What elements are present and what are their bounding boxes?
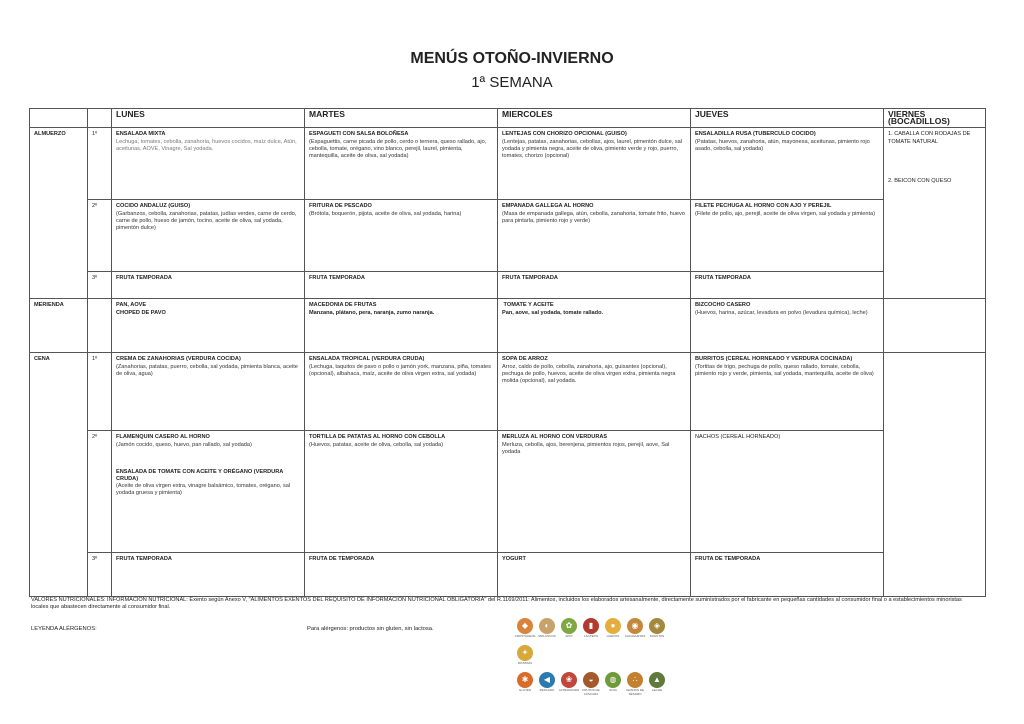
menu-cell [305, 299, 498, 353]
dish-description: (Huevos, harina, azúcar, levadura en polvo (levadura química), leche) [695, 309, 868, 316]
menu-table [29, 108, 986, 597]
dish-description: (Masa de empanada gallega, atún, cebolla, zanahoria, tomate frito, huevo para pintarla, pimiento rojo y verde) [502, 210, 685, 224]
list-item: 2. BEICON CON QUESO [888, 177, 952, 184]
dish-description: Manzana, plátano, pera, naranja, zumo naranja. [309, 309, 435, 316]
dish-description: (Aceite de oliva virgen extra, vinagre balsámico, tomates, orégano, sal yodada gruesa y pimienta) [116, 483, 291, 497]
list-item: 1. CABALLA CON RODAJAS DE TOMATE NATURAL [888, 131, 971, 145]
dish-description: Merluza, cebolla, ajos, berenjena, pimientos rojos, perejil, aove, Sal yodada [502, 441, 670, 455]
dish-name: FILETE PECHUGA AL HORNO CON AJO Y PEREJIL [695, 203, 832, 210]
gluten-icon: ✱ [517, 672, 533, 688]
menu-cell [691, 299, 884, 353]
allergen-note: Para alérgenos: productos sin gluten, sin lactosa. [307, 626, 434, 632]
mustard-icon: ✦ [517, 645, 533, 661]
nuts-icon: ◒ [583, 672, 599, 688]
dish-description: (Zanahorias, patatas, puerro, cebolla, sal yodada, pimienta blanca, aceite de oliva, agua) [116, 363, 298, 377]
allergen-label: PESCADO [539, 688, 555, 692]
table-row [30, 353, 986, 431]
dish-name: ENSALADA TROPICAL (VERDURA CRUDA) [309, 356, 425, 363]
lupin-icon: ❀ [561, 672, 577, 688]
table-row [30, 553, 986, 597]
meal-label-cena: CENA [30, 353, 88, 597]
dish-name: CHOPED DE PAVO [116, 309, 166, 316]
dish-description: (Espaguettis, carne picada de pollo, cerdo o ternera, queso rallado, ajo, cebolla, tomate, orégano, vino blanco, perejil, laurel, pimienta, mantequilla, aceite de oliva, sal yodada) [309, 138, 487, 160]
dish-description: (Tortitas de trigo, pechuga de pollo, queso rallado, tomate, cebolla, pimiento rojo y verde, pimienta, sal yodada, mantequilla, aceite de oliva) [695, 363, 874, 377]
menu-cell [112, 299, 305, 353]
dish-description: (Lechuga, taquitos de pavo o pollo o jamón york, manzana, piña, tomates (opcional), albahaca, maíz, aceite de oliva virgen extra, sal yodada) [309, 363, 491, 377]
allergen-label: GLUTEN [518, 688, 532, 692]
course-label: 3º [88, 553, 112, 597]
allergen-item [558, 672, 580, 696]
allergen-item [602, 618, 624, 642]
dish-name: ENSALADA DE TOMATE CON ACEITE Y ORÉGANO (VERDURA CRUDA) [116, 468, 284, 483]
allergen-label: CACAHUETES [624, 634, 646, 638]
allergen-label: FRUTOS DE CÁSCARA [582, 688, 600, 696]
allergen-item [514, 672, 536, 696]
menu-cell [498, 431, 691, 553]
allergen-label: SOJA [609, 688, 617, 692]
menu-cell: FRUTA DE TEMPORADA [691, 553, 884, 597]
dairy-icon: ▮ [583, 618, 599, 634]
sulphite-icon: ◈ [649, 618, 665, 634]
allergen-icons [514, 618, 684, 699]
day-header-miercoles: MIERCOLES [498, 109, 691, 128]
menu-cell [305, 200, 498, 272]
dish-name: EMPANADA GALLEGA AL HORNO [502, 203, 594, 210]
table-row [30, 272, 986, 299]
allergen-item [536, 618, 558, 642]
dish-name: NACHOS (CEREAL HORNEADO) [695, 434, 781, 441]
allergen-item [624, 672, 646, 696]
allergen-item [580, 618, 602, 642]
dish-name: MACEDONIA DE FRUTAS [309, 302, 377, 309]
dish-name: FLAMENQUIN CASERO AL HORNO [116, 434, 210, 441]
course-label: 1º [88, 353, 112, 431]
dish-description: (Filete de pollo, ajo, perejil, aceite de oliva virgen, sal yodada y pimienta) [695, 210, 876, 217]
table-row [30, 128, 986, 200]
menu-cell: FRUTA TEMPORADA [691, 272, 884, 299]
menu-cell [305, 128, 498, 200]
dish-name: TOMATE Y ACEITE [502, 302, 554, 309]
soy-icon: ◍ [605, 672, 621, 688]
menu-cell [498, 353, 691, 431]
allergen-legend-label: LEYENDA ALÉRGENOS: [31, 626, 97, 632]
menu-cell: FRUTA TEMPORADA [305, 272, 498, 299]
dish-name: LENTEJAS CON CHORIZO OPCIONAL (GUISO) [502, 131, 627, 138]
dish-name: ENSALADA MIXTA [116, 131, 166, 138]
dish-description: (Patatas, huevos, zanahoria, atún, mayonesa, aceitunas, pimiento rojo asado, cebolla, sal yodada) [695, 138, 870, 152]
allergen-label: APIO [565, 634, 573, 638]
table-row [30, 299, 986, 353]
menu-cell [691, 431, 884, 553]
egg-icon: ● [605, 618, 621, 634]
menu-cell [112, 353, 305, 431]
menu-cell [498, 200, 691, 272]
peanut-icon: ◉ [627, 618, 643, 634]
menu-cell [112, 128, 305, 200]
table-row [30, 200, 986, 272]
allergen-label: LECHE [651, 688, 662, 692]
dish-name: SOPA DE ARROZ [502, 356, 548, 363]
meal-label-almuerzo: ALMUERZO [30, 128, 88, 299]
course-label: 2º [88, 431, 112, 553]
menu-cell: FRUTA TEMPORADA [498, 272, 691, 299]
day-header-jueves: JUEVES [691, 109, 884, 128]
page-subtitle: 1ª SEMANA [471, 74, 553, 91]
mollusc-icon: ◐ [539, 618, 555, 634]
dish-name: MERLUZA AL HORNO CON VERDURAS [502, 434, 608, 441]
dish-name: TORTILLA DE PATATAS AL HORNO CON CEBOLLA [309, 434, 446, 441]
header-row [30, 109, 986, 128]
dish-description: (Lentejas, patatas, zanahorias, cebollas, ajos, laurel, pimentón dulce, sal yodada y pimienta negra, aceite de oliva, pimiento verde y rojo, puerro, tomates, chorizo (opcional) [502, 138, 683, 160]
allergen-item [558, 618, 580, 642]
menu-cell [305, 353, 498, 431]
sesame-icon: ∴ [627, 672, 643, 688]
day-header-viernes: VIERNES (BOCADILLOS) [884, 109, 986, 128]
meal-label-merienda: MERIENDA [30, 299, 88, 353]
allergen-label: GRANOS DE SÉSAMO [625, 688, 644, 696]
menu-cell [112, 431, 305, 553]
menu-cell [498, 128, 691, 200]
dish-description: (Jamón cocido, queso, huevo, pan rallado, sal yodada) [116, 441, 252, 448]
allergen-item [602, 672, 624, 696]
dish-description: (Brótola, boquerón, pijota, aceite de oliva, sal yodada, harina) [309, 210, 462, 217]
menu-cell: YOGURT [498, 553, 691, 597]
dish-name: CREMA DE ZANAHORIAS (VERDURA COCIDA) [116, 356, 241, 363]
allergen-label: LÁCTEOS [583, 634, 598, 638]
viernes-cell [884, 128, 986, 299]
dish-name: ENSALADILLA RUSA (TUBERCULO COCIDO) [695, 131, 816, 138]
allergen-item [536, 672, 558, 696]
allergen-item [624, 618, 646, 642]
menu-cell [112, 200, 305, 272]
allergen-item [514, 618, 536, 642]
day-header-lunes: LUNES [112, 109, 305, 128]
course-label: 3º [88, 272, 112, 299]
menu-cell [305, 431, 498, 553]
allergen-item [514, 645, 536, 669]
dish-name: COCIDO ANDALUZ (GUISO) [116, 203, 191, 210]
course-label: 2º [88, 200, 112, 272]
menu-cell: FRUTA TEMPORADA [112, 553, 305, 597]
menu-cell [498, 299, 691, 353]
allergen-label: CRUSTÁCEOS [514, 634, 536, 638]
nutritional-note: VALORES NUTRICIONALES: INFORMACION NUTRICIONAL: Exento según Anexo V, "ALIMENTOS EXENTOS DEL REQUISITO DE INFORMACIÓN NUTRICIONAL OBLIGATORIA" del R.1169/2011: Alimentos, incluidos los elaborados artesanalmente, directamente suministrados por el fabricante en pequeñas cantidades al consumidor final o a establecimientos minoristas locales que abastecen directamente al consumidor final. [31, 597, 962, 611]
menu-cell: FRUTA DE TEMPORADA [305, 553, 498, 597]
menu-cell: FRUTA TEMPORADA [112, 272, 305, 299]
dish-description: Lechuga, tomates, cebolla, zanahoria, huevos cocidos, maíz dulce, Atún, aceitunas, AOVE, Vinagre, Sal yodada. [116, 138, 297, 152]
fish-icon: ◀ [539, 672, 555, 688]
dish-name: PAN, AOVE [116, 302, 147, 309]
page-title: MENÚS OTOÑO-INVIERNO [410, 50, 614, 67]
dish-name: FRITURA DE PESCADO [309, 203, 372, 210]
dish-name: BIZCOCHO CASERO [695, 302, 751, 309]
allergen-label: SULFITOS [649, 634, 665, 638]
menu-cell [691, 128, 884, 200]
milk-icon: ▲ [649, 672, 665, 688]
allergen-label: MOLUSCOS [538, 634, 556, 638]
dish-name: ESPAGUETI CON SALSA BOLOÑESA [309, 131, 409, 138]
dish-name: BURRITOS (CEREAL HORNEADO Y VERDURA COCINADA) [695, 356, 853, 363]
allergen-label: HUEVOS [606, 634, 620, 638]
menu-cell [691, 200, 884, 272]
dish-description: (Garbanzos, cebolla, zanahorias, patatas, judías verdes, carne de cerdo, carne de pollo, hueso de jamón, tocino, aceite de oliva, sal yodada, pimentón dulce) [116, 210, 297, 232]
day-header-martes: MARTES [305, 109, 498, 128]
table-row [30, 431, 986, 553]
dish-description: (Huevos, patatas, aceite de oliva, cebolla, sal yodada) [309, 441, 444, 448]
allergen-label: ALTRAMUCES [558, 688, 580, 692]
allergen-label: MOSTAZA [517, 661, 533, 665]
menu-cell [691, 353, 884, 431]
allergen-item [646, 618, 668, 642]
dish-description: Arroz, caldo de pollo, cebolla, zanahoria, ajo, guisantes (opcional), pechuga de pollo, huevos, aceite de oliva virgen extra, pimienta negra molida (opcional), sal yodada. [502, 363, 676, 385]
allergen-item [580, 672, 602, 696]
dish-description: Pan, aove, sal yodada, tomate rallado. [502, 309, 604, 316]
allergen-item [646, 672, 668, 696]
crustacean-icon: ◆ [517, 618, 533, 634]
celery-icon: ✿ [561, 618, 577, 634]
course-label: 1º [88, 128, 112, 200]
